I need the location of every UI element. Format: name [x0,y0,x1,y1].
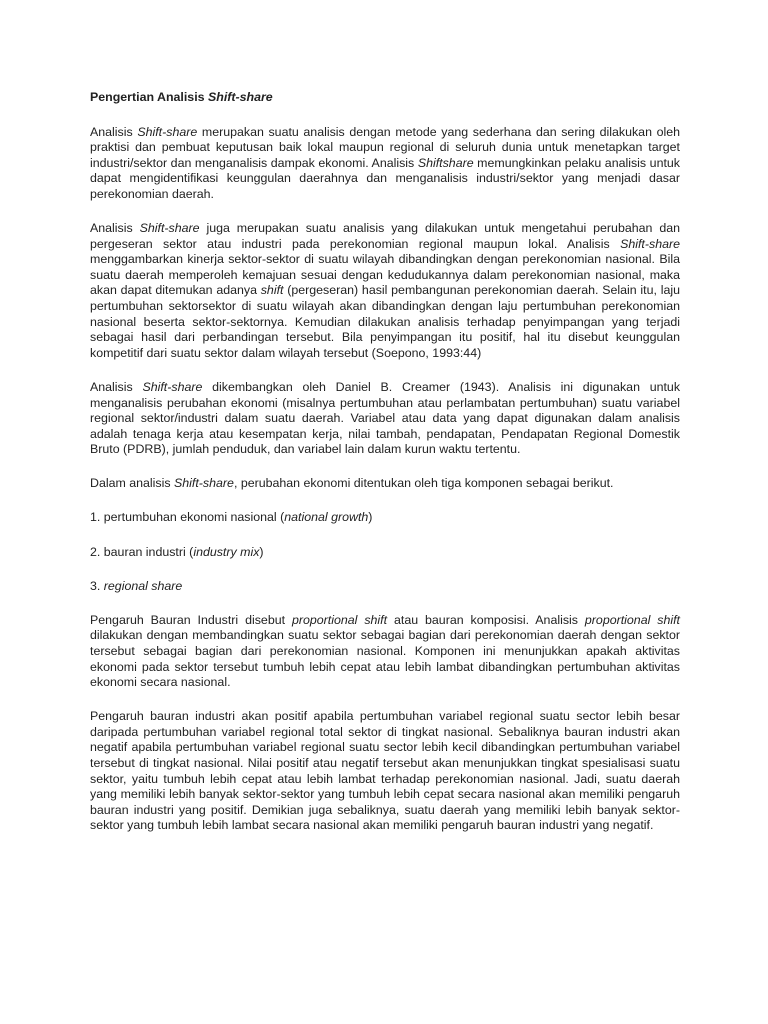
document-title [90,90,680,106]
text-run: Analisis [90,221,140,236]
italic-term: Shiftshare [417,155,474,170]
italic-term: Shift-share [142,379,203,394]
text-run: ) [368,510,373,525]
paragraph-4 [90,476,680,492]
italic-term: Shift-share [620,236,680,251]
title-prefix: Pengertian Analisis [90,90,208,104]
text-run: 1. pertumbuhan ekonomi nasional ( [90,510,285,525]
italic-term: national growth [284,510,369,525]
italic-term: industry mix [193,544,260,559]
italic-term: shift [260,283,284,298]
italic-term: proportional shift [291,612,388,627]
text-run: Pengaruh Bauran Industri disebut [90,612,292,627]
document-body [90,125,680,834]
text-run: Pengaruh bauran industri akan positif apabila pertumbuhan variabel regional suatu sector lebih besar daripada pertumbuhan variabel regional total sektor di tingkat nasional. Sebaliknya bauran industri akan negatif apabila pertumbuhan variabel regional suatu sector lebih kecil dibandingkan pertumbuhan variabel tersebut di tingkat nasional. Nilai positif atau negatif tersebut akan menunjukkan tingkat spesialisasi suatu sektor, yaitu tumbuh lebih cepat atau lebih lambat terhadap perekonomian nasional. Jadi, suatu daerah yang memiliki lebih banyak sektor-sektor yang tumbuh lebih cepat secara nasional akan memiliki pengaruh bauran industri yang positif. Demikian juga sebaliknya, suatu daerah yang memiliki lebih banyak sektor-sektor yang tumbuh lebih lambat secara nasional akan memiliki pengaruh bauran industri yang negatif. [90,709,680,833]
text-run: juga merupakan suatu analisis yang dilakukan untuk mengetahui perubahan dan pergeseran sektor atau industri pada perekonomian regional maupun lokal. Analisis [90,221,680,251]
paragraph-7 [90,579,680,595]
text-run: ) [259,544,264,559]
text-run: atau bauran komposisi. Analisis [387,612,585,627]
italic-term: Shift-share [137,124,198,139]
paragraph-1 [90,125,680,203]
document-page [90,90,680,852]
italic-term: Shift-share [174,476,234,491]
text-run: menggambarkan kinerja sektor-sektor di suatu wilayah dibandingkan dengan perekonomian nasional. Bila suatu daerah memperoleh kemajuan sesuai dengan kedudukannya dalam perekonomian nasional, maka akan dapat ditemukan adanya [90,252,680,298]
paragraph-2 [90,221,680,361]
text-run: Dalam analisis [90,476,175,491]
text-run: Analisis [90,379,143,394]
title-italic: Shift-share [207,90,273,104]
italic-term: regional share [103,578,183,593]
paragraph-9 [90,709,680,834]
text-run: Analisis [90,124,138,139]
paragraph-5 [90,510,680,526]
text-run: memungkinkan pelaku analisis untuk dapat mengidentifikasi keunggulan daerahnya dan menganalisis industri/sektor yang menjadi dasar perekonomian daerah. [90,155,680,201]
text-run: merupakan suatu analisis dengan metode yang sederhana dan sering dilakukan oleh praktisi dan pembuat keputusan baik lokal maupun regional di seluruh dunia untuk menetapkan target industri/sektor dan menganalisis dampak ekonomi. Analisis [90,124,681,170]
text-run: 3. [90,578,104,593]
text-run: 2. bauran industri ( [90,544,194,559]
text-run: (pergeseran) hasil pembangunan perekonomian daerah. Selain itu, laju pertumbuhan sektorsektor di suatu wilayah akan dibandingkan dengan laju pertumbuhan perekonomian nasional beserta sektor-sektornya. Kemudian dilakukan analisis terhadap penyimpangan yang terjadi sebagai hasil dari perbandingan tersebut. Bila penyimpangan itu positif, hal itu disebut keunggulan kompetitif dari suatu sektor dalam wilayah tersebut (Soepono, 1993:44) [90,283,680,360]
italic-term: Shift-share [139,221,200,236]
paragraph-3 [90,380,680,458]
italic-term: proportional shift [584,612,680,627]
text-run: dikembangkan oleh Daniel B. Creamer (1943). Analisis ini digunakan untuk menganalisis perubahan ekonomi (misalnya pertumbuhan atau perlambatan pertumbuhan) suatu variabel regional sektor/industri dalam suatu daerah. Variabel atau data yang dapat digunakan dalam analisis adalah tenaga kerja atau kesempatan kerja, nilai tambah, pendapatan, Pendapatan Regional Domestik Bruto (PDRB), jumlah penduduk, dan variabel lain dalam kurun waktu tertentu. [90,379,681,457]
paragraph-8 [90,613,680,691]
text-run: , perubahan ekonomi ditentukan oleh tiga komponen sebagai berikut. [233,476,614,491]
paragraph-6 [90,545,680,561]
text-run: dilakukan dengan membandingkan suatu sektor sebagai bagian dari perekonomian daerah dengan sektor tersebut sebagai bagian dari perekonomian nasional. Komponen ini menunjukkan apakah aktivitas ekonomi pada sektor tersebut tumbuh lebih cepat atau lebih lambat dibandingkan pertumbuhan aktivitas ekonomi secara nasional. [90,628,680,690]
